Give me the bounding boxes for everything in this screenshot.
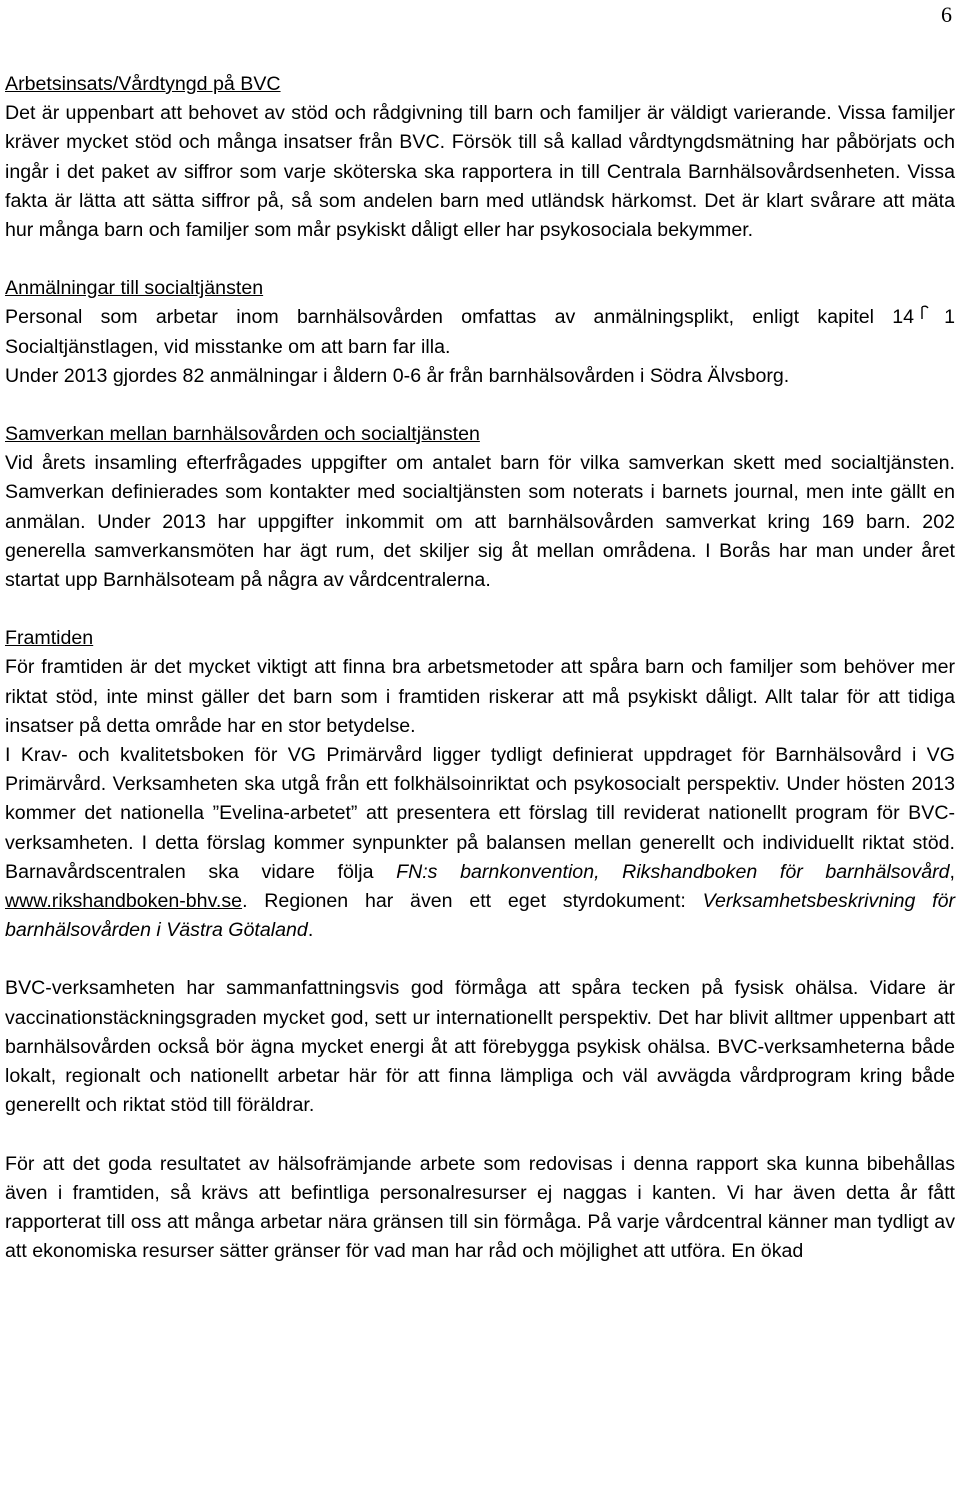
- section-heading: Framtiden: [5, 627, 94, 650]
- paragraph: BVC-verksamheten har sammanfattningsvis god förmåga att spåra tecken på fysisk ohälsa. Vidare är vaccinationstäckningsgraden mycket god, sett ur internationellt perspektiv. Det har blivit alltmer uppenbart att barnhälsovården också bör ägna mycket energi åt att förebygga psykisk ohälsa. BVC-verksamheterna både lokalt, regionalt och nationellt arbetar här för att finna lämpliga och väl avvägda vårdprogram kring både generellt och riktat stöd till föräldrar.: [5, 977, 955, 1117]
- section-symbol-icon: [914, 303, 944, 332]
- paragraph-text: .: [307, 919, 314, 942]
- section-heading: Arbetsinsats/Vårdtyngd på BVC: [5, 73, 281, 95]
- paragraph: Under 2013 gjordes 82 anmälningar i åldern 0-6 år från barnhälsovården i Södra Älvsborg.: [5, 364, 790, 387]
- document-body: [5, 70, 955, 1266]
- paragraph: För att det goda resultatet av hälsofrämjande arbete som redovisas i denna rapport ska kunna bibehållas även i framtiden, så krävs att befintliga personalresurser ej naggas i kanten. Vi har även detta år fått rapporterat till oss att många arbetar nära gränsen till sin förmåga. På varje vårdcentral känner man tydligt av att ekonomiska resurser sätter gränser för vad man har råd och möjlighet att utföra. En ökad: [5, 1152, 955, 1263]
- section-arbetsinsats: [5, 70, 955, 245]
- document-title-italic: FN:s barnkonvention, Rikshandboken för barnhälsovård: [396, 860, 950, 883]
- section-heading: Samverkan mellan barnhälsovården och socialtjänsten: [5, 423, 480, 446]
- page-number: 6: [941, 2, 952, 27]
- document-title-italic: Verksamhetsbeskrivning för barnhälsovården i Västra Götaland: [5, 890, 956, 942]
- section-bvc-summary: [5, 974, 955, 1120]
- paragraph-text: . Regionen har även ett eget styrdokument:: [242, 890, 703, 913]
- section-anmalningar: [5, 274, 955, 391]
- paragraph-text: ,: [949, 860, 955, 883]
- rikshandboken-link[interactable]: www.rikshandboken-bhv.se: [5, 890, 243, 913]
- section-samverkan: [5, 420, 955, 595]
- paragraph: Vid årets insamling efterfrågades uppgifter om antalet barn för vilka samverkan skett med socialtjänsten. Samverkan definierades som kontakter med socialtjänsten som noterats i barnets journal, men inte gällt en anmälan. Under 2013 har uppgifter inkommit om att barnhälsovården samverkat kring 169 barn. 202 generella samverkansmöten har ägt rum, det skiljer sig åt mellan områdena. I Borås har man under året startat upp Barnhälsoteam på några av vårdcentralerna.: [5, 452, 955, 592]
- paragraph: [5, 303, 955, 361]
- section-heading: Anmälningar till socialtjänsten: [5, 277, 264, 300]
- paragraph-text: I Krav- och kvalitetsboken för VG Primärvård ligger tydligt definierat uppdraget för Barnhälsovård i VG Primärvård. Verksamheten ska utgå från ett folkhälsoinriktat och psykosocialt perspektiv. Under hösten 2013 kommer det nationella ”Evelina-arbetet” att presentera ett förslag till reviderat nationellt program för BVC-verksamheten. I detta förslag kommer synpunkter på balansen mellan generellt och individuellt riktat stöd. Barnavårdscentralen ska vidare följa: [5, 744, 955, 883]
- paragraph-text: Personal som arbetar inom barnhälsovården omfattas av anmälningsplikt, enligt kapitel 14: [5, 306, 915, 329]
- paragraph: För framtiden är det mycket viktigt att finna bra arbetsmetoder att spåra barn och familjer som behöver mer riktat stöd, inte minst gäller det barn som i framtiden riskerar att må psykiskt dåligt. Allt talar för att tidiga insatser på detta område har en stor betydelse.: [5, 656, 955, 737]
- paragraph: [5, 741, 955, 945]
- section-resources: [5, 1150, 955, 1267]
- paragraph-text: 1 Socialtjänstlagen, vid misstanke om att barn far illa.: [5, 306, 955, 358]
- section-framtiden: [5, 624, 955, 945]
- paragraph: Det är uppenbart att behovet av stöd och rådgivning till barn och familjer är väldigt varierande. Vissa familjer kräver mycket stöd och många insatser från BVC. Försök till så kallad vårdtyngdsmätning har påbörjats och ingår i det paket av siffror som varje sköterska ska rapportera in till Centrala Barnhälsovårdsenheten. Vissa fakta är lätta att sätta siffror på, så som andelen barn med utländsk härkomst. Det är klart svårare att mäta hur många barn och familjer som mår psykiskt dåligt eller har psykosociala bekymmer.: [5, 102, 955, 242]
